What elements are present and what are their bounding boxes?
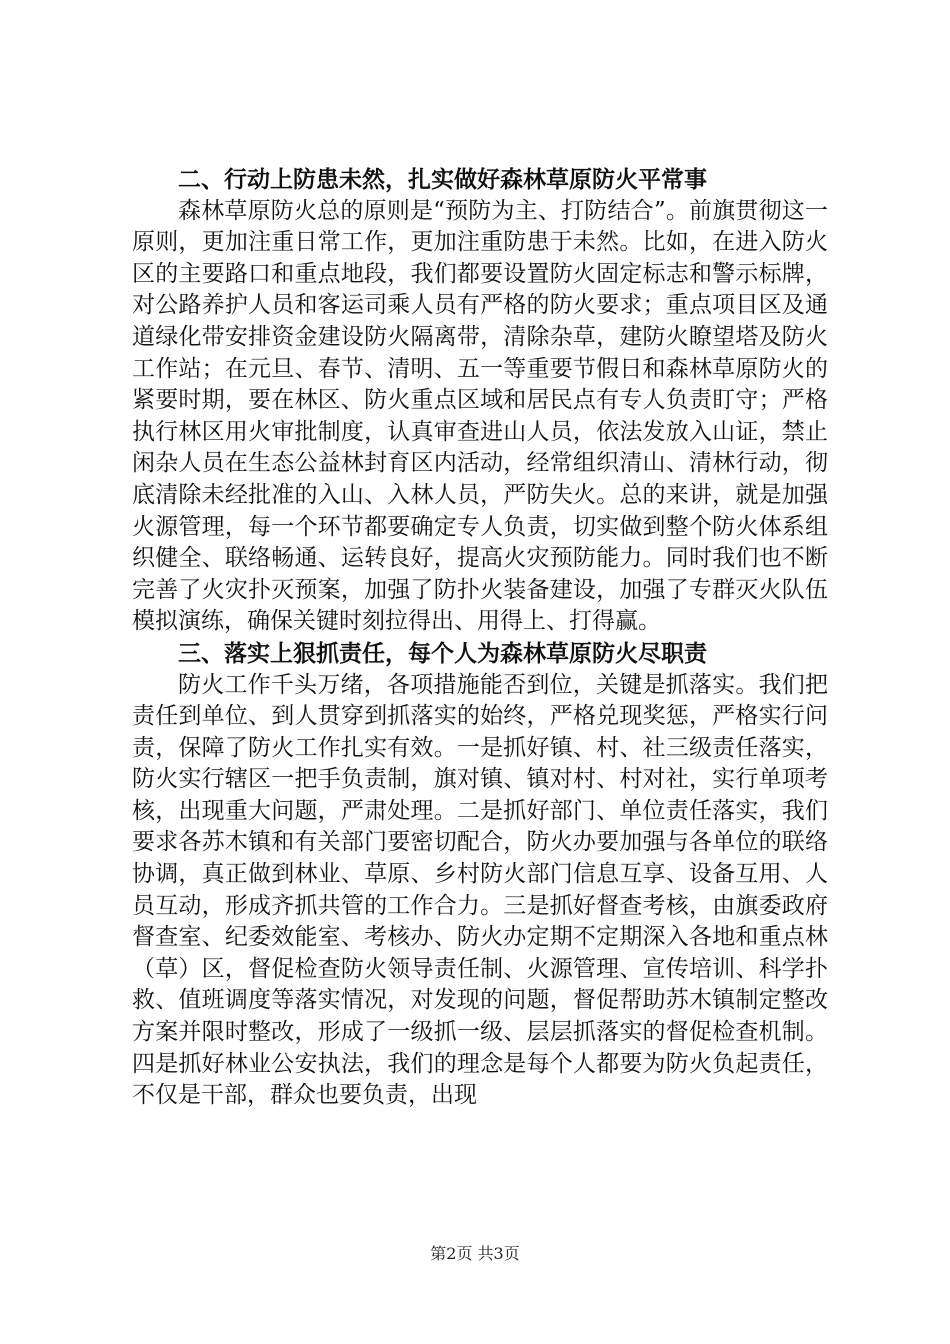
section-heading-3: 三、落实上狠抓责任，每个人为森林草原防火尽职责	[178, 639, 707, 667]
page-number-footer: 第2页 共3页	[430, 1244, 520, 1263]
section-heading-2: 二、行动上防患未然，扎实做好森林草原防火平常事	[178, 166, 707, 193]
section-paragraph-3: 防火工作千头万绪，各项措施能否到位，关键是抓落实。我们把责任到单位、到人贯穿到抓落实的始终，严格兑现奖惩，严格实行问责，保障了防火工作扎实有效。一是抓好镇、村、社三级责任落实，防火实行辖区一把手负责制，旗对镇、镇对村、村对社，实行单项考核，出现重大问题，严肃处理。二是抓好部门、单位责任落实，我们要求各苏木镇和有关部门要密切配合，防火办要加强与各单位的联络协调，真正做到林业、草原、乡村防火部门信息互享、设备互用、人员互动，形成齐抓共管的工作合力。三是抓好督查考核，由旗委政府督查室、纪委效能室、考核办、防火办定期不定期深入各地和重点林（草）区，督促检查防火领导责任制、火源管理、宣传培训、科学扑救、值班调度等落实情况，对发现的问题，督促帮助苏木镇制定整改方案并限时整改，形成了一级抓一级、层层抓落实的督促检查机制。四是抓好林业公安执法，我们的理念是每个人都要为防火负起责任，不仅是干部，群众也要负责，出现	[132, 671, 828, 1109]
document-body	[132, 164, 828, 1112]
section-paragraph-2: 森林草原防火总的原则是“预防为主、打防结合”。前旗贯彻这一原则，更加注重日常工作，更加注重防患于未然。比如，在进入防火区的主要路口和重点地段，我们都要设置防火固定标志和警示标牌，对公路养护人员和客运司乘人员有严格的防火要求；重点项目区及通道绿化带安排资金建设防火隔离带，清除杂草，建防火瞭望塔及防火工作站；在元旦、春节、清明、五一等重要节假日和森林草原防火的紧要时期，要在林区、防火重点区域和居民点有专人负责盯守；严格执行林区用火审批制度，认真审查进山人员，依法发放入山证，禁止闲杂人员在生态公益林封育区内活动，经常组织清山、清林行动，彻底清除未经批准的入山、入林人员，严防失火。总的来讲，就是加强火源管理，每一个环节都要确定专人负责，切实做到整个防火体系组织健全、联络畅通、运转良好，提高火灾预防能力。同时我们也不断完善了火灾扑灭预案，加强了防扑火装备建设，加强了专群灭火队伍模拟演练，确保关键时刻拉得出、用得上、打得赢。	[132, 197, 828, 635]
